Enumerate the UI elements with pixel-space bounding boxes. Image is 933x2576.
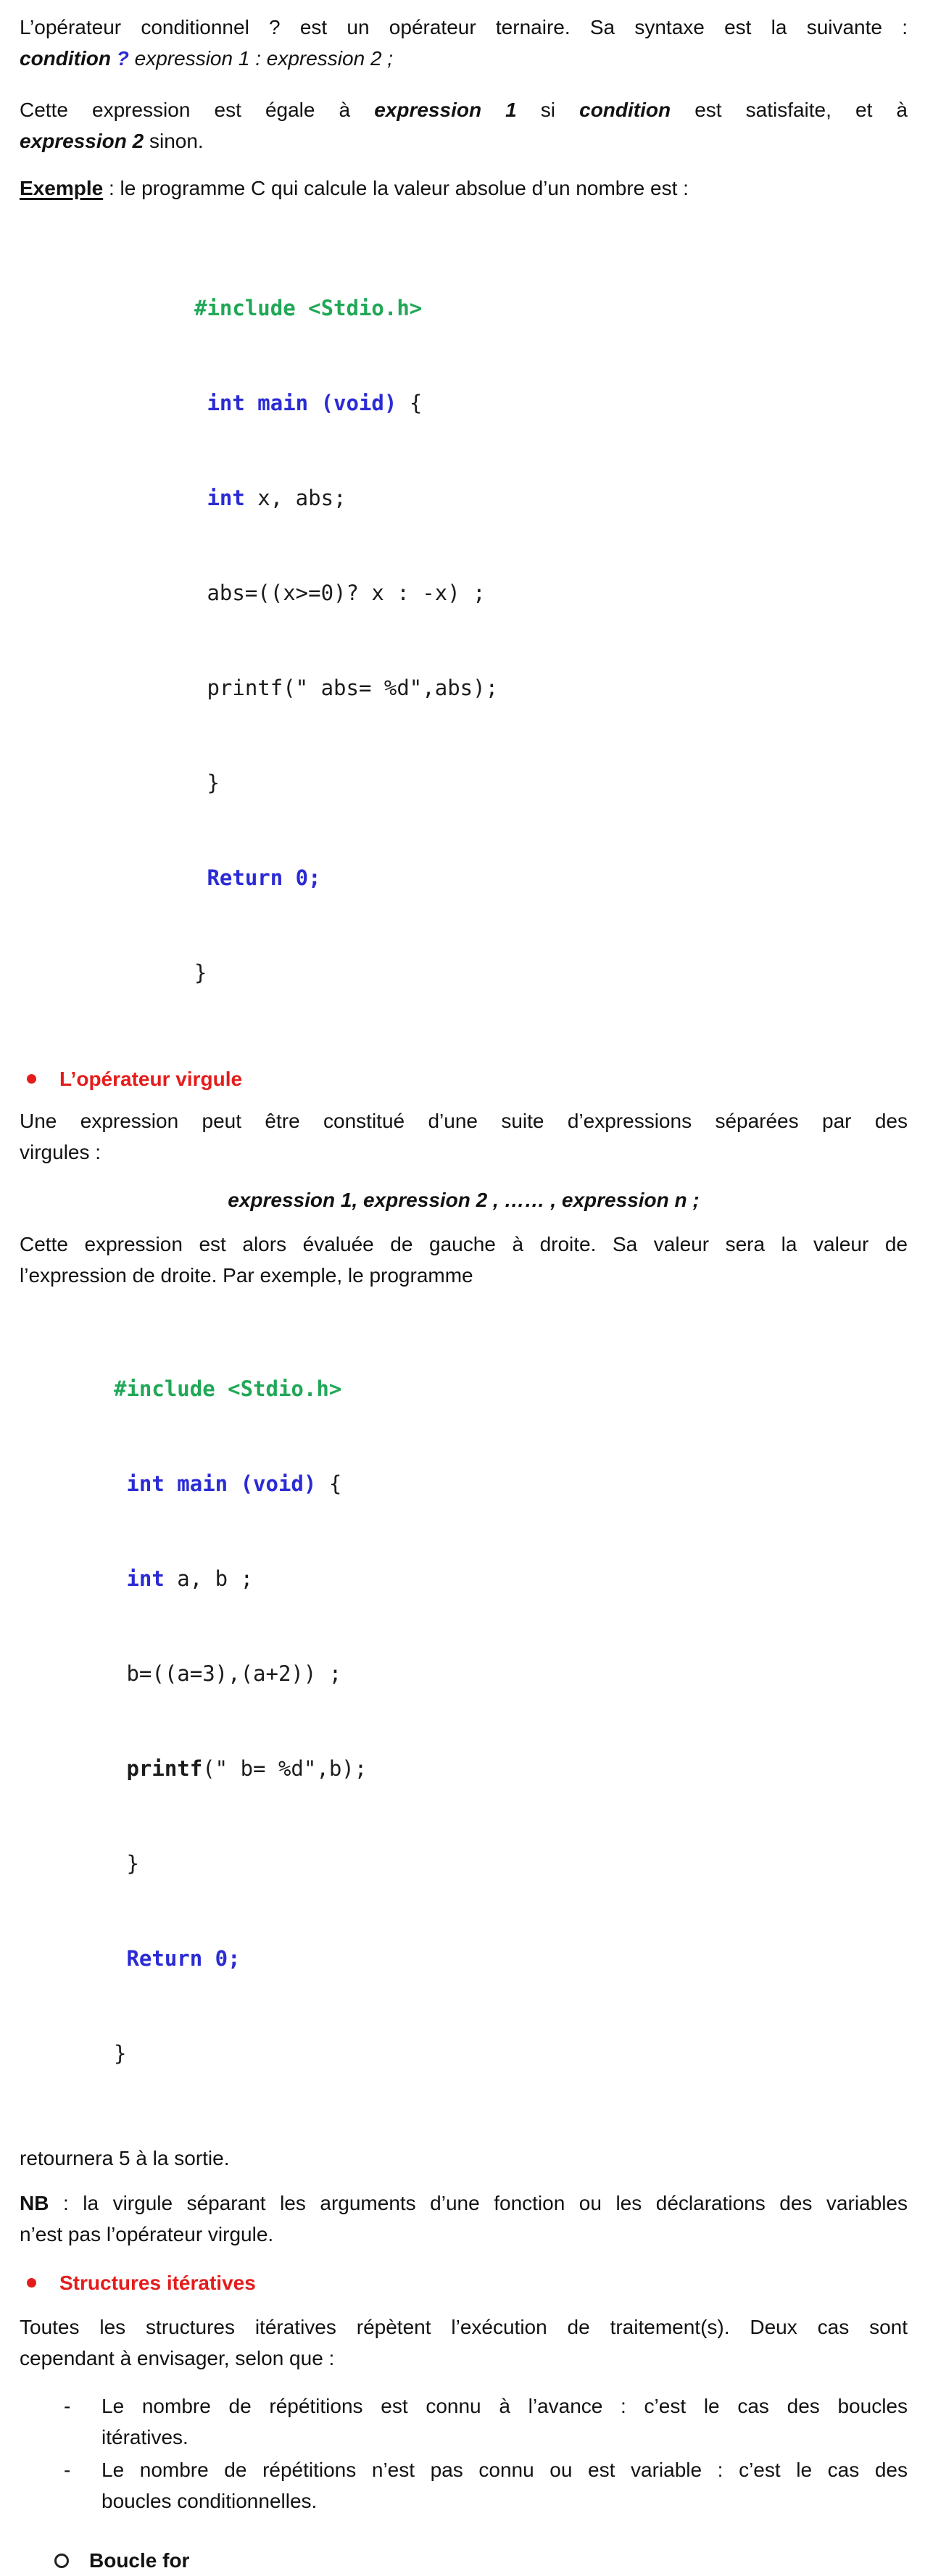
ternary-explanation-line-1 [20, 94, 908, 125]
dash-bullet: - [64, 2459, 71, 2481]
exemple-rest: : le programme C qui calcule la valeur absolue d’un nombre est : [103, 177, 689, 199]
text-segment: si [516, 99, 580, 121]
code2-include-line [114, 1374, 908, 1405]
circle-bullet-icon [54, 2554, 69, 2568]
code-block-2 [114, 1310, 908, 2133]
open-brace: { [316, 1471, 342, 1496]
paragraph-evaluation [20, 1229, 908, 1291]
code-block-1 [194, 229, 908, 1052]
text-segment: Cette expression est égale à [20, 99, 375, 121]
return-statement: Return 0; [114, 1946, 241, 1971]
condition-bold: condition [579, 99, 671, 121]
list-item-line-2: itératives. [101, 2426, 188, 2448]
paragraph-nb [20, 2187, 908, 2250]
code2-declaration-line [114, 1563, 908, 1595]
code1-return-line [194, 863, 908, 894]
paragraph-iteratives-intro [20, 2311, 908, 2374]
list-item-text [101, 2454, 908, 2517]
code2-inner-brace-line: } [114, 1851, 139, 1876]
syntax-line [20, 43, 908, 74]
paragraph-virgule-intro [20, 1105, 908, 1168]
printf-args: (" b= %d",b); [202, 1756, 368, 1781]
code2-printf-line [114, 1753, 908, 1784]
int-keyword: int [194, 486, 245, 510]
evaluation-line-2: l’expression de droite. Par exemple, le programme [20, 1264, 473, 1287]
section-title-virgule: L’opérateur virgule [59, 1068, 243, 1090]
variables: a, b ; [164, 1566, 254, 1591]
boucle-for-title: Boucle for [89, 2549, 190, 2572]
int-keyword: int [114, 1566, 165, 1591]
section-title-iteratives: Structures itératives [59, 2272, 256, 2294]
code2-main-line [114, 1468, 908, 1500]
open-brace: { [397, 391, 423, 415]
expression2-bold: expression 2 [20, 130, 144, 152]
printf-function: printf [114, 1756, 203, 1781]
text-segment: sinon. [144, 130, 204, 152]
result-line: retournera 5 à la sortie. [20, 2147, 230, 2169]
nb-rest: : la virgule séparant les arguments d’une fonction ou les déclarations des variables [49, 2192, 908, 2214]
ternary-explanation-line-2 [20, 125, 908, 157]
exemple-line [20, 173, 908, 204]
code2-return-line [114, 1943, 908, 1974]
iteratives-intro-line-1: Toutes les structures itératives répètent l’exécution de traitement(s). Deux cas sont [20, 2316, 908, 2338]
evaluation-line-1: Cette expression est alors évaluée de gauche à droite. Sa valeur sera la valeur de [20, 1233, 908, 1255]
nb-label: NB [20, 2192, 49, 2214]
dash-bullet: - [64, 2395, 71, 2417]
list-item-boucles-iteratives [20, 2390, 908, 2453]
section-heading-iteratives [20, 2267, 908, 2298]
include-directive: #include <Stdio.h> [114, 1376, 342, 1401]
syntax-question-mark: ? [110, 47, 135, 70]
code2-assignment-line: b=((a=3),(a+2)) ; [114, 1661, 342, 1686]
list-item-line-1: Le nombre de répétitions est connu à l’avance : c’est le cas des boucles [101, 2395, 908, 2417]
include-directive: #include <Stdio.h> [194, 296, 423, 320]
code1-abs-line: abs=((x>=0)? x : -x) ; [194, 581, 486, 605]
code2-close-brace-line: } [114, 2041, 127, 2066]
return-statement: Return 0; [194, 865, 321, 890]
paragraph-ternary-explanation [20, 94, 908, 157]
code1-main-line [194, 388, 908, 419]
code1-close-brace-line: } [194, 960, 207, 985]
red-bullet-icon [27, 1074, 36, 1084]
subsection-boucle-for [20, 2545, 908, 2576]
exemple-label: Exemple [20, 177, 104, 199]
code1-declaration-line [194, 483, 908, 514]
virgule-intro-line-1: Une expression peut être constitué d’une suite d’expressions séparées par des [20, 1110, 908, 1132]
virgule-intro-line-2: virgules : [20, 1141, 101, 1163]
section-heading-virgule [20, 1063, 908, 1094]
list-item-boucles-conditionnelles [20, 2454, 908, 2517]
list-item-line-1: Le nombre de répétitions n’est pas connu ou est variable : c’est le cas des [101, 2459, 908, 2481]
syntax-expressions: expression 1 : expression 2 ; [134, 47, 394, 70]
intro-line: L’opérateur conditionnel ? est un opérateur ternaire. Sa syntaxe est la suivante : [20, 16, 908, 38]
int-main-keyword: int main (void) [194, 391, 397, 415]
int-main-keyword: int main (void) [114, 1471, 317, 1496]
list-item-line-2: boucles conditionnelles. [101, 2490, 318, 2512]
code1-include-line [194, 293, 908, 324]
red-bullet-icon [27, 2278, 36, 2288]
variables: x, abs; [244, 486, 347, 510]
code1-inner-brace-line: } [194, 770, 220, 795]
expression1-bold: expression 1 [374, 99, 517, 121]
list-item-text [101, 2390, 908, 2453]
code1-printf-line: printf(" abs= %d",abs); [194, 676, 499, 700]
expression-list-formula: expression 1, expression 2 , …… , expression n ; [228, 1189, 700, 1211]
syntax-condition: condition [20, 47, 111, 70]
nb-line-2: n’est pas l’opérateur virgule. [20, 2223, 274, 2245]
text-segment: est satisfaite, et à [671, 99, 908, 121]
nb-line-1 [20, 2187, 908, 2219]
iteratives-intro-line-2: cependant à envisager, selon que : [20, 2347, 335, 2369]
